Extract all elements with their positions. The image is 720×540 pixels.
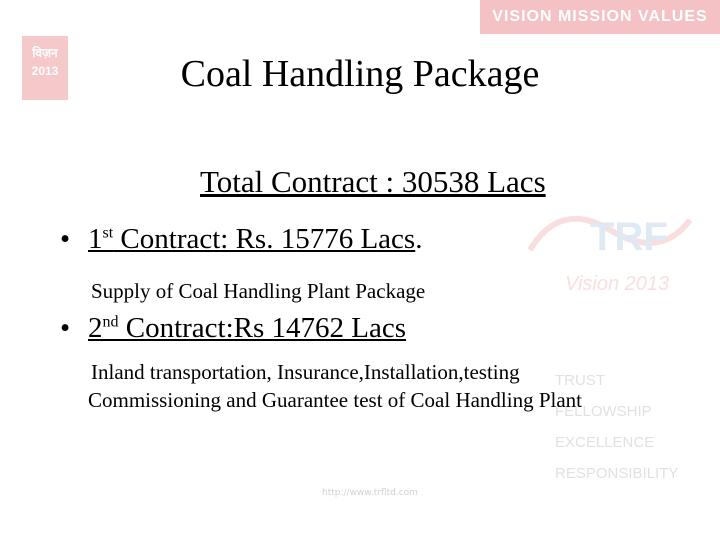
bullet-first-contract: • 1st Contract: Rs. 15776 Lacs.	[60, 223, 423, 255]
first-contract-text: 1st Contract: Rs. 15776 Lacs	[88, 223, 416, 255]
second-contract-detail-line-2: Commissioning and Guarantee test of Coal Handling Plant	[88, 388, 583, 412]
vision-mission-values-banner: VISION MISSION VALUES	[480, 0, 720, 34]
url-watermark: http://www.trfltd.com	[322, 488, 418, 498]
total-contract-heading: Total Contract : 30538 Lacs	[200, 164, 546, 199]
bullet-second-contract	[60, 312, 406, 345]
value-word: EXCELLENCE	[555, 434, 655, 451]
bullet-marker: •	[60, 223, 71, 255]
value-word: RESPONSIBILITY	[555, 465, 679, 482]
value-word: FELLOWSHIP	[555, 403, 652, 420]
trf-brand-logo-watermark	[520, 190, 700, 310]
second-contract-text: 2nd Contract:Rs 14762 Lacs	[88, 312, 407, 344]
values-list-watermark	[555, 365, 695, 489]
value-word: TRUST	[555, 372, 605, 389]
bullet-marker: •	[60, 312, 71, 344]
svg-text:Vision 2013: Vision 2013	[565, 273, 670, 295]
svg-text:TRF: TRF	[590, 215, 668, 259]
second-contract-detail-line-1: Inland transportation, Insurance,Installation,testing	[91, 360, 520, 384]
first-contract-detail: Supply of Coal Handling Plant Package	[91, 279, 426, 303]
vision-logo-text: विज़न 2013	[31, 46, 59, 78]
slide-title: Coal Handling Package	[180, 53, 540, 95]
